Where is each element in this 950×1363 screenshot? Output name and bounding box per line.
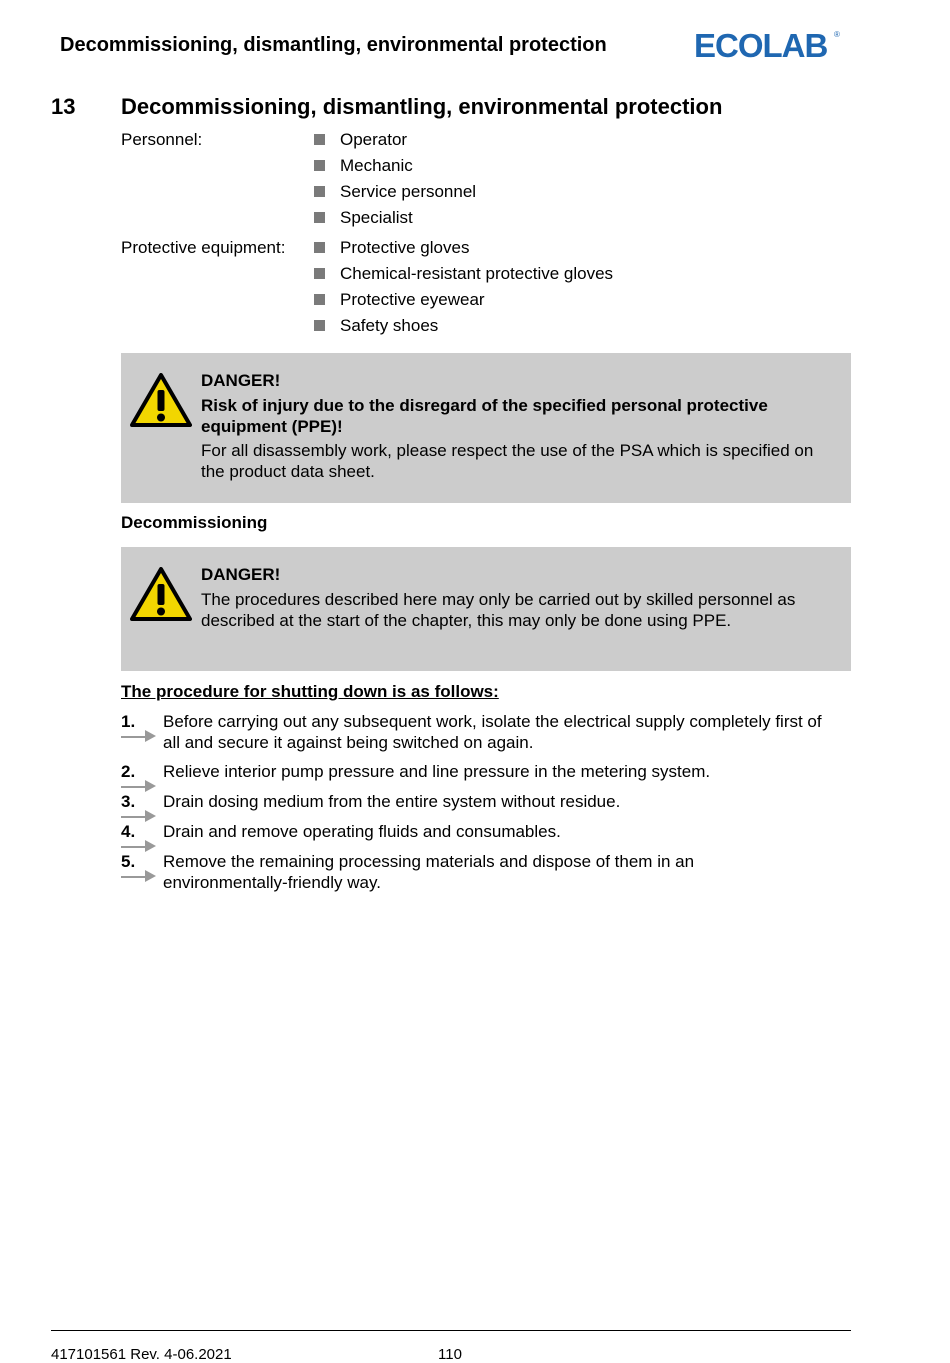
protective-equipment-label: Protective equipment:: [121, 238, 286, 257]
square-bullet-icon: [314, 134, 325, 145]
danger-text: For all disassembly work, please respect the use of the PSA which is specified on the product data sheet.: [201, 441, 814, 481]
step-text: Relieve interior pump pressure and line pressure in the metering system.: [163, 762, 711, 781]
step-arrow-icon: [121, 810, 157, 822]
step-arrow-icon: [121, 780, 157, 792]
danger-title: DANGER!: [201, 371, 281, 390]
section-number: 13: [51, 94, 76, 119]
decommissioning-heading: Decommissioning: [121, 513, 268, 532]
procedure-heading: The procedure for shutting down is as follows:: [121, 682, 499, 701]
step-text: Drain and remove operating fluids and consumables.: [163, 822, 561, 841]
page-number: 110: [438, 1346, 462, 1363]
warning-triangle-icon: [130, 567, 192, 621]
square-bullet-icon: [314, 268, 325, 279]
step-arrow-icon: [121, 870, 157, 882]
square-bullet-icon: [314, 212, 325, 223]
logo-text: ECOLAB: [694, 27, 828, 64]
step-text: Drain dosing medium from the entire system without residue.: [163, 792, 621, 811]
footer-document-number: 417101561 Rev. 4-06.2021: [51, 1346, 232, 1363]
step-arrow-icon: [121, 730, 157, 742]
danger-title: DANGER!: [201, 565, 281, 584]
step-number: 5.: [121, 852, 136, 871]
step-number: 1.: [121, 712, 136, 731]
step-arrow-icon: [121, 840, 157, 852]
logo-registered-mark: ®: [834, 30, 840, 39]
step-number: 4.: [121, 822, 136, 841]
step-number: 3.: [121, 792, 136, 811]
section-title: Decommissioning, dismantling, environmental protection: [121, 94, 723, 119]
square-bullet-icon: [314, 294, 325, 305]
step-text: Before carrying out any subsequent work, isolate the electrical supply completely first of all and secure it against being switched on again.: [163, 712, 822, 752]
danger-headline: Risk of injury due to the disregard of the specified personal protective equipment (PPE)!: [201, 396, 768, 436]
ecolab-logo: [694, 28, 844, 64]
danger-notice-skilled-personnel: [121, 547, 851, 671]
step-text: Remove the remaining processing materials and dispose of them in an environmentally-friendly way.: [163, 852, 695, 892]
danger-text: The procedures described here may only be carried out by skilled personnel as described at the start of the chapter, this may only be done using PPE.: [201, 590, 796, 630]
square-bullet-icon: [314, 186, 325, 197]
personnel-label: Personnel:: [121, 130, 203, 149]
square-bullet-icon: [314, 160, 325, 171]
square-bullet-icon: [314, 242, 325, 253]
footer-divider: [51, 1330, 851, 1331]
warning-triangle-icon: [130, 373, 192, 427]
square-bullet-icon: [314, 320, 325, 331]
running-header-title: Decommissioning, dismantling, environmental protection: [60, 34, 607, 56]
danger-notice-ppe: [121, 353, 851, 503]
step-number: 2.: [121, 762, 136, 781]
